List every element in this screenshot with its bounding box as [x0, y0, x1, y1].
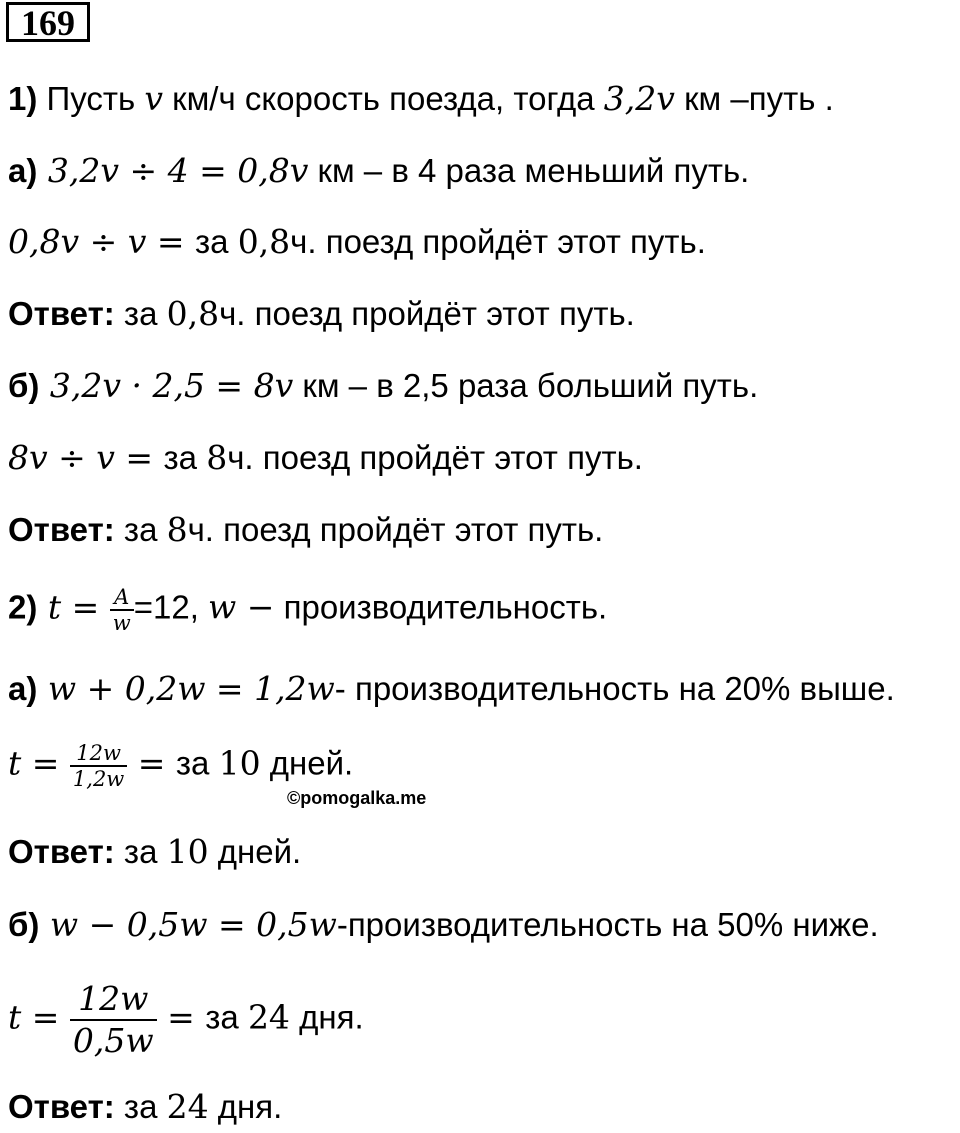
text: Пусть [37, 80, 145, 117]
line-13 [8, 979, 364, 1061]
part-label: б) [8, 367, 40, 404]
fraction-numerator: A [110, 585, 134, 611]
math: 3,2v · 2,5 = 8v [39, 366, 294, 405]
line-6 [8, 438, 643, 478]
math: v [144, 79, 163, 118]
math: = [127, 743, 176, 783]
number: 0,8 [166, 294, 220, 333]
text: =12, [133, 588, 209, 626]
math: 3,2v [603, 79, 675, 118]
number: 10 [218, 743, 261, 783]
answer-label: Ответ: [8, 295, 115, 332]
answer-2b [8, 1087, 282, 1127]
text: дней. [208, 833, 302, 870]
text: за [114, 295, 167, 332]
number: 10 [166, 832, 209, 871]
text: производительность. [274, 588, 608, 626]
part-label: а) [8, 670, 38, 707]
fraction-denominator: 1,2w [72, 767, 125, 791]
text: ч. поезд пройдёт этот путь. [187, 511, 604, 548]
math: 0,8v ÷ v = [8, 222, 196, 261]
number: 24 [247, 997, 290, 1037]
line-2 [8, 151, 749, 191]
text: за [114, 511, 167, 548]
text: км –путь . [674, 80, 834, 117]
line-9 [8, 669, 895, 709]
line-1 [8, 79, 834, 119]
math: t = [8, 743, 70, 783]
math: 3,2v ÷ 4 = 0,8v [37, 151, 309, 190]
part-label: 2) [8, 588, 38, 626]
text: ч. поезд пройдёт этот путь. [227, 439, 643, 476]
text: за [205, 998, 248, 1036]
number: 24 [166, 1087, 209, 1126]
line-5 [8, 366, 758, 406]
text: дня. [289, 998, 364, 1036]
text: км – в 4 раза меньший путь. [308, 152, 750, 189]
text: ч. поезд пройдёт этот путь. [219, 295, 635, 332]
math: w + 0,2w = 1,2w [37, 669, 335, 708]
answer-1a [8, 294, 635, 334]
watermark: ©pomogalka.me [287, 788, 427, 808]
text: за [114, 833, 167, 870]
part-label: 1) [8, 80, 38, 117]
text: км/ч скорость поезда, тогда [163, 80, 604, 117]
text: дней. [260, 744, 354, 782]
text: за [114, 1088, 167, 1125]
answer-1b [8, 510, 603, 550]
line-8 [8, 585, 607, 635]
fraction-denominator: w [112, 611, 131, 635]
text: - производительность на 20% выше. [334, 670, 895, 707]
text: за [163, 439, 207, 476]
answer-label: Ответ: [8, 511, 115, 548]
number: 0,8 [237, 222, 291, 261]
fraction [70, 979, 157, 1061]
text: за [195, 223, 238, 260]
part-label: а) [8, 152, 38, 189]
answer-label: Ответ: [8, 833, 115, 870]
line-12 [8, 905, 879, 945]
number: 8 [206, 438, 228, 477]
text: км – в 2,5 раза больший путь. [293, 367, 759, 404]
part-label: б) [8, 906, 40, 943]
text: за [175, 744, 219, 782]
fraction-numerator: 12w [70, 741, 127, 767]
math: t = [8, 997, 70, 1037]
math: t = [37, 587, 110, 627]
number: 8 [166, 510, 188, 549]
text: -производительность на 50% ниже. [336, 906, 879, 943]
problem-number: 169 [6, 2, 90, 42]
answer-label: Ответ: [8, 1088, 115, 1125]
fraction-numerator: 12w [70, 979, 157, 1021]
line-10 [8, 741, 353, 791]
math: = [156, 997, 206, 1037]
fraction-denominator: 0,5w [72, 1021, 154, 1060]
line-3 [8, 222, 706, 262]
math: w − 0,5w = 0,5w [39, 905, 337, 944]
fraction [70, 741, 127, 791]
math: 8v ÷ v = [8, 438, 164, 477]
answer-2a [8, 832, 301, 872]
text: ч. поезд пройдёт этот путь. [290, 223, 706, 260]
fraction [110, 585, 134, 635]
math: w − [208, 587, 275, 627]
text: дня. [208, 1088, 283, 1125]
